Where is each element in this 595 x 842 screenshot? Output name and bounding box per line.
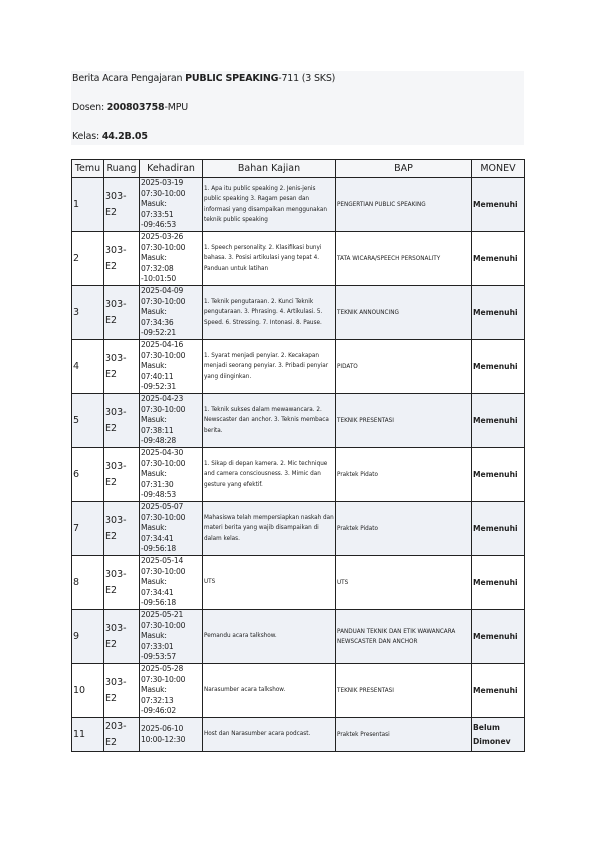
col-header-kehadiran: Kehadiran [140,160,203,178]
attendance-keluar: -10:01:50 [141,274,177,284]
col-header-ruang: Ruang [104,160,140,178]
table-row [72,718,525,752]
cell-monev: Memenuhi [472,556,525,610]
cell-bahan-kajian: Narasumber acara talkshow. [203,664,336,718]
cell-kehadiran [140,556,203,610]
cell-ruang: 303-E2 [104,556,140,610]
course-line [72,73,335,84]
attendance-masuk: Masuk: 07:38:11 [141,415,174,435]
attendance-time: 07:30-10:00 [141,674,186,684]
table-row [72,178,525,232]
cell-temu: 1 [72,178,104,232]
attendance-date: 2025-04-16 [141,340,184,350]
attendance-time: 07:30-10:00 [141,620,186,630]
cell-bahan-kajian: 1. Sikap di depan kamera. 2. Mic technique and camera consciousness. 3. Mimic dan gesture yang efektif. [203,448,336,502]
dosen-line [72,102,188,113]
cell-bahan-kajian: Pemandu acara talkshow. [203,610,336,664]
cell-bap: PANDUAN TEKNIK DAN ETIK WAWANCARA NEWSCASTER DAN ANCHOR [336,610,472,664]
cell-bap: UTS [336,556,472,610]
cell-monev: Belum Dimonev [472,718,525,752]
cell-bahan-kajian: 1. Syarat menjadi penyiar. 2. Kecakapan menjadi seorang penyiar. 3. Pribadi penyiar yang diinginkan. [203,340,336,394]
cell-kehadiran [140,232,203,286]
cell-bahan-kajian: 1. Speech personality. 2. Klasifikasi bunyi bahasa. 3. Posisi artikulasi yang tepat 4. Panduan untuk latihan [203,232,336,286]
cell-ruang: 303-E2 [104,664,140,718]
cell-kehadiran [140,286,203,340]
cell-monev: Memenuhi [472,178,525,232]
attendance-time: 10:00-12:30 [141,734,186,744]
cell-monev: Memenuhi [472,448,525,502]
cell-temu: 10 [72,664,104,718]
cell-monev: Memenuhi [472,340,525,394]
attendance-table [71,159,525,752]
dosen-label: Dosen: [72,102,107,113]
table-row [72,664,525,718]
cell-ruang: 303-E2 [104,340,140,394]
table-row [72,610,525,664]
attendance-keluar: -09:48:53 [141,490,177,500]
cell-bahan-kajian: Host dan Narasumber acara podcast. [203,718,336,752]
cell-bap: TATA WICARA/SPEECH PERSONALITY [336,232,472,286]
cell-ruang: 303-E2 [104,232,140,286]
attendance-time: 07:30-10:00 [141,458,186,468]
dosen-suffix: -MPU [164,102,188,113]
attendance-date: 2025-05-28 [141,664,184,674]
cell-ruang: 303-E2 [104,502,140,556]
table-row [72,394,525,448]
attendance-masuk: Masuk: 07:34:36 [141,307,174,327]
col-header-temu: Temu [72,160,104,178]
cell-ruang: 303-E2 [104,448,140,502]
attendance-time: 07:30-10:00 [141,242,186,252]
cell-bap: Praktek Presentasi [336,718,472,752]
cell-kehadiran [140,340,203,394]
attendance-masuk: Masuk: 07:31:30 [141,469,174,489]
cell-kehadiran [140,502,203,556]
cell-temu: 2 [72,232,104,286]
attendance-time: 07:30-10:00 [141,188,186,198]
attendance-date: 2025-04-23 [141,394,184,404]
col-header-bahan-kajian: Bahan Kajian [203,160,336,178]
attendance-date: 2025-04-09 [141,286,184,296]
cell-temu: 11 [72,718,104,752]
attendance-date: 2025-03-19 [141,178,184,188]
cell-kehadiran [140,718,203,752]
attendance-masuk: Masuk: 07:34:41 [141,577,174,597]
kelas-value: 44.2B.05 [101,131,148,142]
cell-ruang: 303-E2 [104,394,140,448]
cell-temu: 5 [72,394,104,448]
attendance-keluar: -09:46:53 [141,220,177,230]
table-header-row [72,160,525,178]
table-row [72,448,525,502]
cell-monev: Memenuhi [472,286,525,340]
table-row [72,556,525,610]
attendance-keluar: -09:46:02 [141,706,177,716]
attendance-keluar: -09:52:21 [141,328,177,338]
cell-monev: Memenuhi [472,664,525,718]
cell-ruang: 203-E2 [104,718,140,752]
col-header-bap: BAP [336,160,472,178]
cell-bap: PENGERTIAN PUBLIC SPEAKING [336,178,472,232]
cell-bap: TEKNIK ANNOUNCING [336,286,472,340]
attendance-masuk: Masuk: 07:34:41 [141,523,174,543]
attendance-keluar: -09:52:31 [141,382,177,392]
cell-bahan-kajian: 1. Apa itu public speaking 2. Jenis-jenis public speaking 3. Ragam pesan dan informasi yang disampaikan menggunakan teknik public speaking [203,178,336,232]
cell-ruang: 303-E2 [104,610,140,664]
cell-monev: Memenuhi [472,502,525,556]
cell-kehadiran [140,394,203,448]
kelas-label: Kelas: [72,131,102,142]
cell-temu: 3 [72,286,104,340]
cell-monev: Memenuhi [472,610,525,664]
attendance-time: 07:30-10:00 [141,350,186,360]
table-row [72,340,525,394]
attendance-masuk: Masuk: 07:40:11 [141,361,174,381]
table-row [72,502,525,556]
cell-temu: 9 [72,610,104,664]
col-header-monev: MONEV [472,160,525,178]
course-suffix: -711 (3 SKS) [278,73,336,84]
cell-bahan-kajian: Mahasiswa telah mempersiapkan naskah dan materi berita yang wajib disampaikan di dalam kelas. [203,502,336,556]
attendance-date: 2025-03-26 [141,232,184,242]
attendance-keluar: -09:48:28 [141,436,177,446]
cell-bap: Praktek Pidato [336,448,472,502]
cell-bap: Praktek Pidato [336,502,472,556]
course-name: PUBLIC SPEAKING [185,73,279,84]
cell-bap: TEKNIK PRESENTASI [336,664,472,718]
cell-bap: TEKNIK PRESENTASI [336,394,472,448]
attendance-masuk: Masuk: 07:33:01 [141,631,174,651]
cell-kehadiran [140,664,203,718]
attendance-keluar: -09:56:18 [141,598,177,608]
cell-temu: 8 [72,556,104,610]
attendance-keluar: -09:53:57 [141,652,177,662]
attendance-time: 07:30-10:00 [141,566,186,576]
cell-kehadiran [140,178,203,232]
attendance-masuk: Masuk: 07:32:08 [141,253,174,273]
document-header [71,71,524,145]
cell-kehadiran [140,610,203,664]
attendance-time: 07:30-10:00 [141,512,186,522]
attendance-date: 2025-05-07 [141,502,184,512]
attendance-date: 2025-06-10 [141,723,184,733]
dosen-id: 200803758 [106,102,165,113]
title-prefix: Berita Acara Pengajaran [72,73,186,84]
attendance-time: 07:30-10:00 [141,296,186,306]
cell-temu: 6 [72,448,104,502]
attendance-time: 07:30-10:00 [141,404,186,414]
table-row [72,232,525,286]
cell-bap: PIDATO [336,340,472,394]
attendance-keluar: -09:56:18 [141,544,177,554]
cell-temu: 7 [72,502,104,556]
cell-temu: 4 [72,340,104,394]
attendance-date: 2025-05-14 [141,556,184,566]
cell-monev: Memenuhi [472,232,525,286]
cell-ruang: 303-E2 [104,286,140,340]
kelas-line [72,131,148,142]
cell-bahan-kajian: 1. Teknik pengutaraan. 2. Kunci Teknik pengutaraan. 3. Phrasing. 4. Artikulasi. 5. Speed. 6. Stressing. 7. Intonasi. 8. Pause. [203,286,336,340]
cell-bahan-kajian: UTS [203,556,336,610]
table-row [72,286,525,340]
attendance-date: 2025-05-21 [141,610,184,620]
attendance-date: 2025-04-30 [141,448,184,458]
attendance-masuk: Masuk: 07:33:51 [141,199,174,219]
cell-ruang: 303-E2 [104,178,140,232]
attendance-masuk: Masuk: 07:32:13 [141,685,174,705]
cell-monev: Memenuhi [472,394,525,448]
cell-kehadiran [140,448,203,502]
cell-bahan-kajian: 1. Teknik sukses dalam mewawancara. 2. Newscaster dan anchor. 3. Teknis membaca berita. [203,394,336,448]
